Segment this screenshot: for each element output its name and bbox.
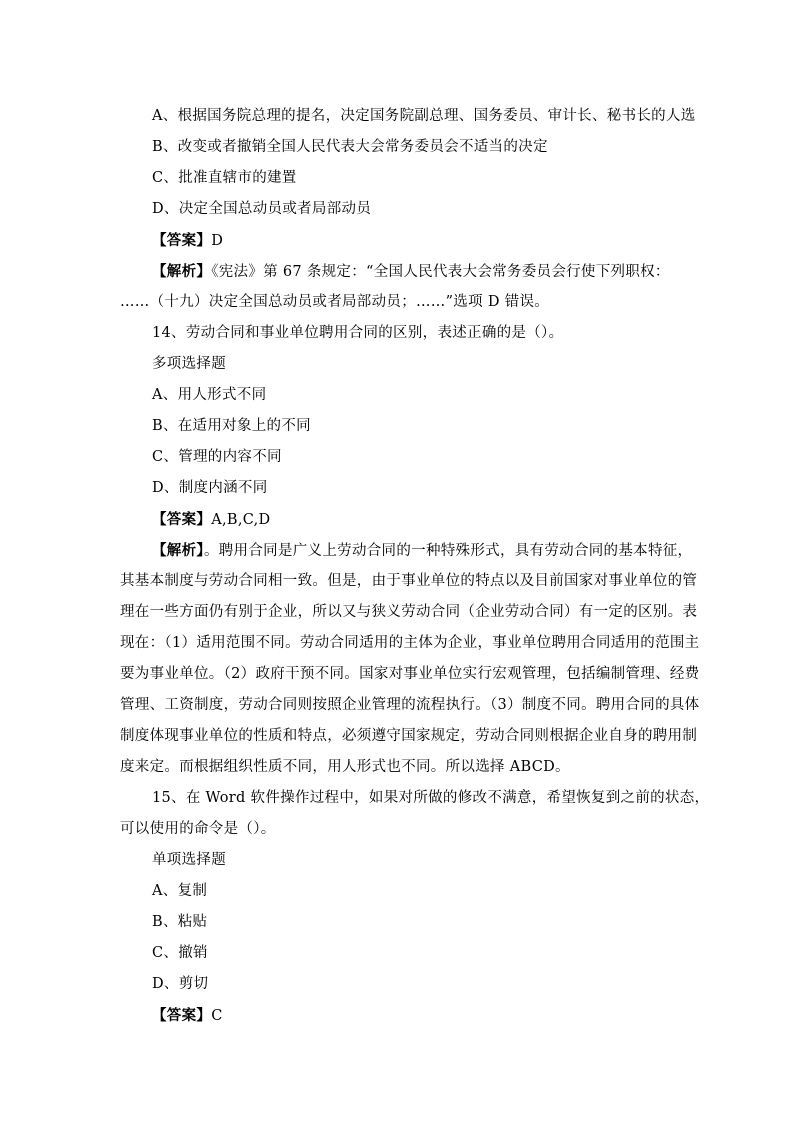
answer-label: 【答案】 [152,232,212,249]
q14-analysis-line-2: 其基本制度与劳动合同相一致。但是，由于事业单位的特点以及目前国家对事业单位的管 [120,573,698,589]
q14-option-b: B、在适用对象上的不同 [152,418,311,434]
answer-value: C [211,1008,223,1024]
q15-question-line-2: 可以使用的命令是（）。 [120,821,276,837]
q15-option-c: C、撤销 [152,945,208,961]
q14-option-a: A、用人形式不同 [152,387,267,403]
q14-analysis-line-6: 管理、工资制度，劳动合同则按照企业管理的流程执行。（3）制度不同。聘用合同的具体 [120,697,700,713]
analysis-text: 《宪法》第 67 条规定：“全国人民代表大会常务委员会行使下列职权： [211,264,670,280]
answer-value: D [211,233,224,249]
q14-analysis-line-7: 制度体现事业单位的性质和特点，必须遵守国家规定，劳动合同则根据企业自身的聘用制 [120,728,698,744]
q13-analysis-line-2: ……（十九）决定全国总动员或者局部动员；……”选项 D 错误。 [120,294,550,310]
q14-analysis-line-1 [120,535,693,566]
q14-question: 14、劳动合同和事业单位聘用合同的区别，表述正确的是（）。 [152,325,564,341]
q13-option-c: C、批准直辖市的建置 [152,170,297,186]
document-body [120,101,710,1031]
analysis-label: 【解析】 [152,542,204,559]
q13-option-a: A、根据国务院总理的提名，决定国务院副总理、国务委员、审计长、秘书长的人选 [152,108,696,124]
analysis-label: 【解析】 [152,263,212,280]
q13-analysis-line-1 [120,256,680,287]
answer-value: A,B,C,D [211,512,271,528]
q14-analysis-line-8: 度来定。而根据组织性质不同，用人形式也不同。所以选择 ABCD。 [120,759,570,775]
q15-option-a: A、复制 [152,883,208,899]
q14-answer [120,504,680,535]
q15-option-b: B、粘贴 [152,914,208,930]
q13-option-b: B、改变或者撤销全国人民代表大会常务委员会不适当的决定 [152,139,548,155]
q13-answer [120,225,680,256]
q14-analysis-line-4: 现在：（1）适用范围不同。劳动合同适用的主体为企业，事业单位聘用合同适用的范围主 [120,635,700,651]
analysis-text: 。聘用合同是广义上劳动合同的一种特殊形式，具有劳动合同的基本特征， [203,543,693,559]
answer-label: 【答案】 [152,511,212,528]
q13-option-d: D、决定全国总动员或者局部动员 [152,201,372,217]
answer-label: 【答案】 [152,1007,212,1024]
q15-answer [120,1000,680,1031]
q14-type: 多项选择题 [152,356,226,372]
q15-option-d: D、剪切 [152,976,209,992]
q14-option-c: C、管理的内容不同 [152,449,282,465]
q14-analysis-line-3: 理在一些方面仍有别于企业，所以又与狭义劳动合同（企业劳动合同）有一定的区别。表 [120,604,698,620]
q14-analysis-line-5: 要为事业单位。（2）政府干预不同。国家对事业单位实行宏观管理，包括编制管理、经费 [120,666,700,682]
q15-type: 单项选择题 [152,852,226,868]
q15-question-line-1: 15、在 Word 软件操作过程中，如果对所做的修改不满意，希望恢复到之前的状态， [152,790,710,806]
q14-option-d: D、制度内涵不同 [152,480,268,496]
